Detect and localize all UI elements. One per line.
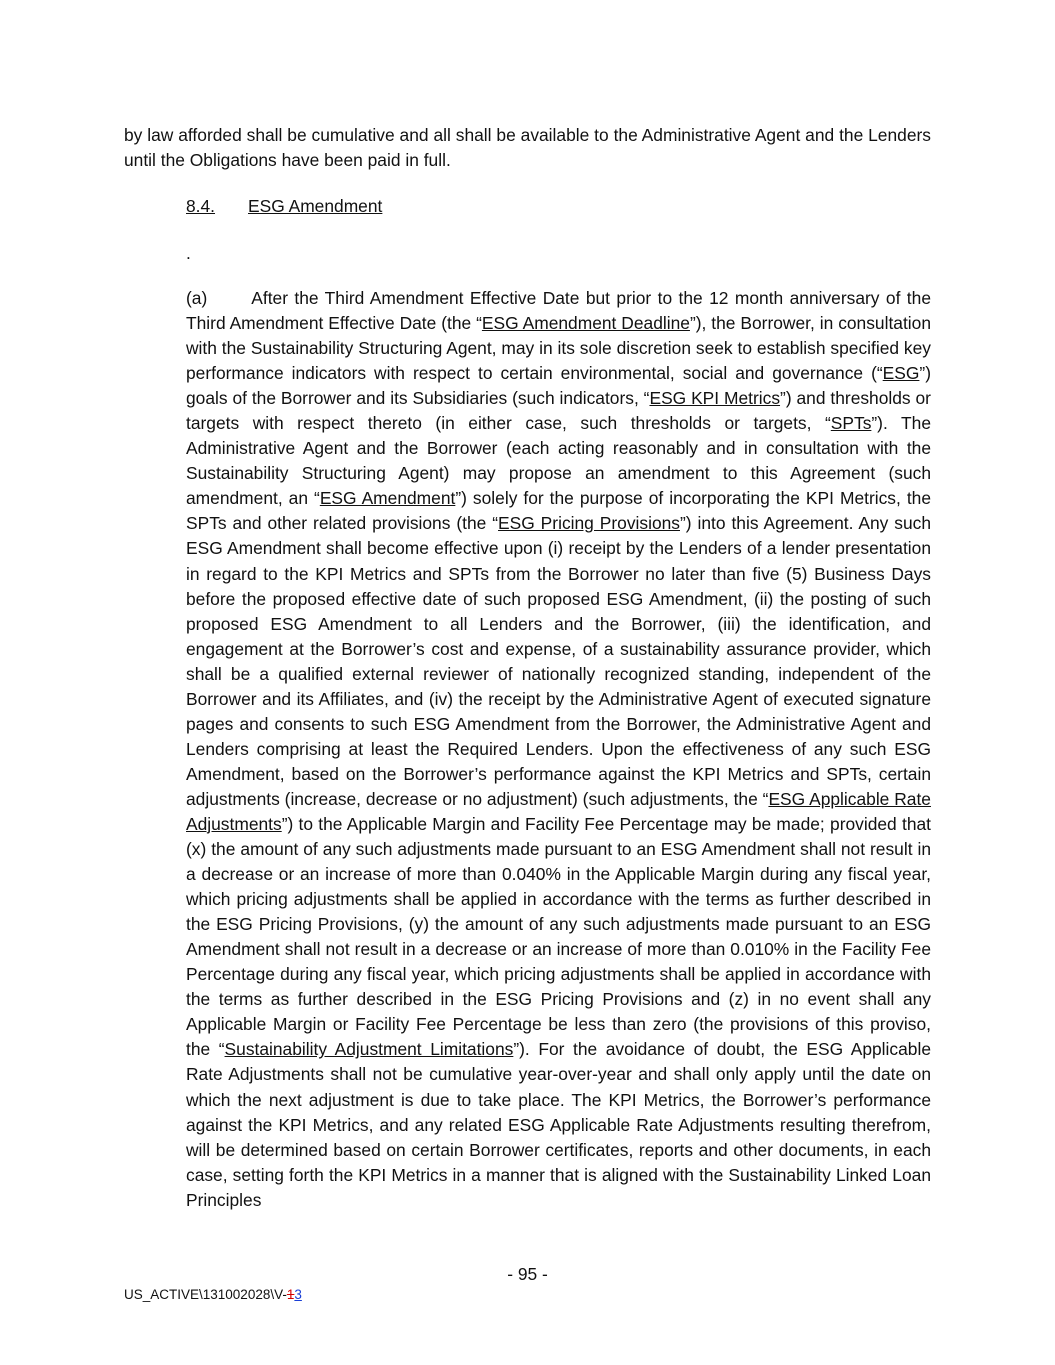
paragraph-a-label: (a) <box>186 288 208 308</box>
paragraph-text: ”) and thresholds or targets with respect thereto (in either case, such thresholds or targets, “ <box>186 388 931 434</box>
page-number: - 95 - <box>507 1264 548 1284</box>
section-title: ESG Amendment <box>248 196 383 216</box>
document-id-inserted-version: 3 <box>294 1287 302 1302</box>
paragraph-text: ”). For the avoidance of doubt, the ESG Applicable Rate Adjustments shall not be cumulative year-over-year and shall only apply until the date on which the next adjustment is due to take place. The KPI Metrics, the Borrower’s performance against the KPI Metrics, and any related ESG Applicable Rate Adjustments resulting therefrom, will be determined based on certain Borrower certificates, reports and other documents, in each case, setting forth the KPI Metrics in a manner that is aligned with the Sustainability Linked Loan Principles <box>186 1039 931 1210</box>
paragraph-text: ”) to the Applicable Margin and Facility Fee Percentage may be made; provided that (x) the amount of any such adjustments made pursuant to an ESG Amendment shall not result in a decrease or an increase of more than 0.040% in the Applicable Margin during any fiscal year, which pricing adjustments shall be applied in accordance with the terms as further described in the ESG Pricing Provisions, (y) the amount of any such adjustments made pursuant to an ESG Amendment shall not result in a decrease or an increase of more than 0.010% in the Facility Fee Percentage during any fiscal year, which pricing adjustments shall be applied in accordance with the terms as further described in the ESG Pricing Provisions and (z) in no event shall any Applicable Margin or Facility Fee Percentage be less than zero (the provisions of this proviso, the “ <box>186 813 931 1060</box>
document-id-deleted-version: 1 <box>286 1287 295 1302</box>
stray-period: . <box>186 243 191 263</box>
defined-term: SPTs <box>830 413 872 434</box>
paragraph-text: ”) goals of the Borrower and its Subsidiaries (such indicators, “ <box>186 363 931 409</box>
defined-term: Sustainability Adjustment Limitations <box>224 1039 514 1060</box>
paragraph-text: ”), the Borrower, in consultation with the Sustainability Structuring Agent, may in its sole discretion seek to establish specified key performance indicators with respect to certain environmental, social and governance (“ <box>186 313 932 384</box>
paragraph-text: ”) solely for the purpose of incorporating the KPI Metrics, the SPTs and other related provisions (the “ <box>186 488 931 534</box>
document-id <box>124 1286 302 1304</box>
paragraph-text: ”) into this Agreement. Any such ESG Amendment shall become effective upon (i) receipt by the Lenders of a lender presentation in regard to the KPI Metrics and SPTs from the Borrower no later than five (5) Business Days before the proposed effective date of such proposed ESG Amendment, (ii) the posting of such proposed ESG Amendment to all Lenders and the Borrower, (iii) the identification, and engagement at the Borrower’s cost and expense, of a sustainability assurance provider, which shall be a qualified external reviewer of nationally recognized standing, independent of the Borrower and its Affiliates, and (iv) the receipt by the Administrative Agent of executed signature pages and consents to such ESG Amendment from the Borrower, the Administrative Agent and Lenders comprising at least the Required Lenders. Upon the effectiveness of any such ESG Amendment, based on the Borrower’s performance against the KPI Metrics and SPTs, certain adjustments (increase, decrease or no adjustment) (such adjustments, the “ <box>186 513 931 809</box>
section-number: 8.4. <box>186 196 216 216</box>
defined-term: ESG Amendment Deadline <box>481 313 690 334</box>
defined-term: ESG Amendment <box>319 488 456 509</box>
defined-term: ESG Applicable Rate Adjustments <box>186 788 931 834</box>
defined-term: ESG Pricing Provisions <box>498 513 680 534</box>
paragraph-a-body <box>186 288 931 1210</box>
document-id-prefix: US_ACTIVE\131002028\V- <box>124 1287 287 1302</box>
section-heading <box>186 194 382 219</box>
paragraph-text: ”). The Administrative Agent and the Borrower (each acting reasonably and in consultation with the Sustainability Structuring Agent) may propose an amendment to this Agreement (such amendment, an “ <box>186 413 931 509</box>
paragraph-a <box>186 286 931 1213</box>
continuation-paragraph: by law afforded shall be cumulative and all shall be available to the Administrative Agent and the Lenders until the Obligations have been paid in full. <box>124 125 931 170</box>
defined-term: ESG <box>882 363 920 384</box>
paragraph-text: After the Third Amendment Effective Date but prior to the 12 month anniversary of the Third Amendment Effective Date (the “ <box>186 288 931 334</box>
defined-term: ESG KPI Metrics <box>649 388 781 409</box>
